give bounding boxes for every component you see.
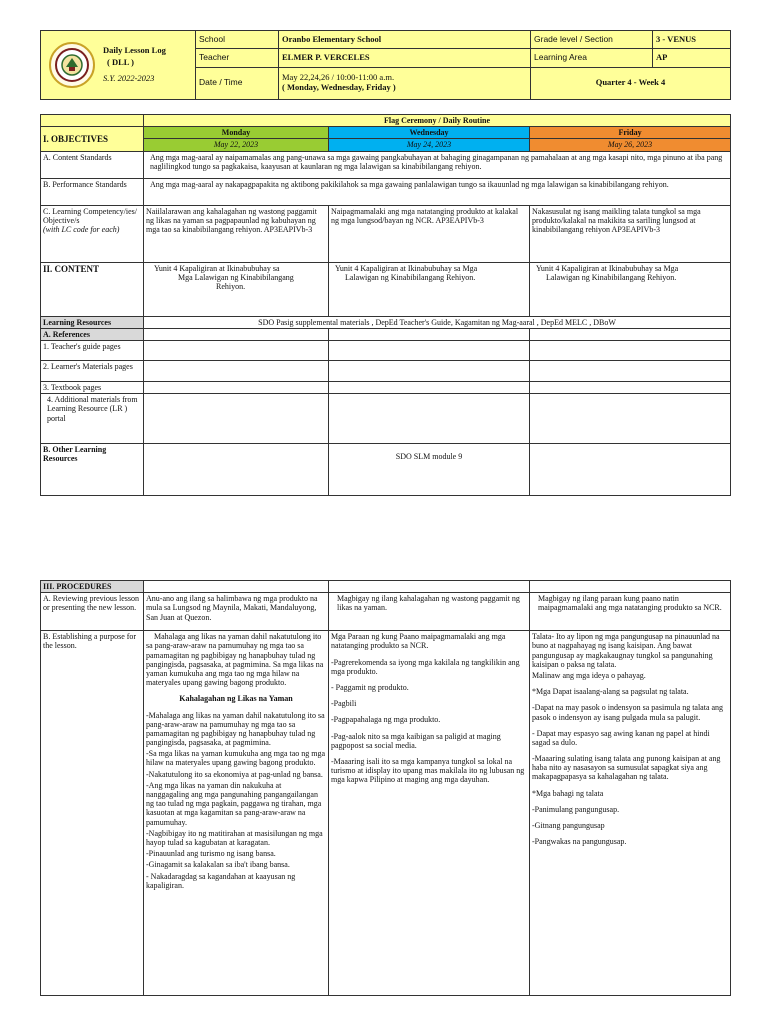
list-item: Malinaw ang mga ideya o pahayag. (532, 670, 646, 680)
competency-monday: Naiilalarawan ang kahalagahan ng wastong paggamit ng likas na yaman sa pagpapaunlad ng kabuhayan ng mga tao sa kinabibilangang rehiyon. AP3EAPIVb-3 (144, 205, 329, 262)
flag-ceremony: Flag Ceremony / Daily Routine (144, 115, 731, 127)
proc-b-wednesday (329, 631, 530, 996)
date-monday: May 22, 2023 (144, 139, 329, 151)
procedures-table (40, 580, 731, 996)
content-standards-label: A. Content Standards (41, 151, 144, 178)
content-wednesday (329, 262, 530, 316)
content-line: Lalawigan ng Kinabibilangang Rehiyon. (546, 272, 677, 282)
list-item: -Maaaring sulating isang talata ang punong kaisipan at ang haba nito ay nasasayon sa sumusulat sapagkat siya ang makapagpapasya sa kahalagahan ng talata. (532, 754, 721, 782)
header-logo-cell (41, 31, 196, 100)
competency-friday: Nakasusulat ng isang maikling talata tungkol sa mga produkto/kalakal na makikita sa sariling lungsod at kinabibilangang rehiyon AP3EAPIVb-3 (530, 205, 731, 262)
date-wednesday: May 24, 2023 (329, 139, 530, 151)
dll-abbr: ( DLL ) (107, 56, 134, 67)
objectives-label: I. OBJECTIVES (41, 127, 144, 151)
area-label: Learning Area (531, 49, 653, 67)
content-line: Lalawigan ng Kinabibilangang Rehiyon. (345, 272, 476, 282)
day-friday: Friday (530, 127, 731, 139)
school-value: Oranbo Elementary School (279, 31, 531, 49)
list-item: -Ginagamit sa kalakalan sa iba't ibang bansa. (146, 860, 290, 870)
proc-a-label: A. Reviewing previous lesson or presenting the new lesson. (41, 593, 144, 631)
day-wednesday: Wednesday (329, 127, 530, 139)
list-item: -Pagrerekomenda sa iyong mga kakilala ng tangkilikin ang mga produkto. (331, 657, 520, 676)
proc-b-label: B. Establishing a purpose for the lesson. (41, 631, 144, 996)
content-line: Mga Lalawigan ng Kinabibilangang (178, 272, 294, 282)
competencies-label: C. Learning Competency/ies/ Objective/s (43, 206, 137, 225)
grade-value: 3 - VENUS (653, 31, 731, 49)
proc-a-wednesday: Magbigay ng ilang kahalagahan ng wastong paggamit ng likas na yaman. (329, 593, 530, 631)
content-line: Yunit 4 Kapaligiran at Ikinabubuhay sa (154, 263, 280, 273)
date-label: Date / Time (196, 67, 279, 100)
performance-standards-text: Ang mga mag-aaral ay nakapagpapakita ng aktibong pakikilahok sa mga gawaing panlalawigan tungo sa ikauunlad ng mga lalawigan sa kinabibilangang rehiyon. (144, 178, 731, 205)
competencies-label-cell (41, 205, 144, 262)
performance-standards-label: B. Performance Standards (41, 178, 144, 205)
teacher-value: ELMER P. VERCELES (279, 49, 531, 67)
content-monday (144, 262, 329, 316)
list-item: -Gitnang pangungusap (532, 821, 605, 830)
list-item: *Mga bahagi ng talata (532, 788, 604, 798)
school-seal-icon (49, 42, 95, 88)
content-label: II. CONTENT (41, 262, 144, 316)
ref-row-label: 4. Additional materials from Learning Resource (LR ) portal (41, 394, 144, 444)
list-item: -Maaaring isali ito sa mga kampanya tungkol sa lokal na turismo at idisplay ito upang mas makilala ito ng lubusan ng mga kapwa Pilipino at maging ang mga dayuhan. (331, 756, 525, 785)
content-line: Yunit 4 Kapaligiran at Ikinabubuhay sa Mga (335, 263, 478, 273)
proc-b-intro: Mahalaga ang likas na yaman dahil nakatutulong ito sa pang-araw-araw na pamumuhay ng mga tao sa pamamagitan ng pagbibigay ng hanapbuhay tulad ng pangingisda, pagsasaka, at pagmimina. Sa mga likas na yaman kumukuha ang mga tao ng mga hilaw na materyales upang gawing bagong produkto. (146, 632, 324, 688)
list-item: -Ang mga likas na yaman din nakukuha at nanggagaling ang mga pangunahing pangangailangan ng tao tulad ng mga pagkain, paggawa ng tirahan, mga kasuotan at mga kagamitan sa pang-araw-araw na pamumuhay. (146, 780, 322, 827)
content-standards-text: Ang mga mag-aaral ay naipamamalas ang pang-unawa sa mga gawaing pangkabuhayan at bahaging ginagampanan ng pamahalaan at ang mga kasapi nito, mga pinuno at iba pang naglilingkod tungo sa pagkakaisa, kaayusan at kaunlaran ng mga lalawigan sa kinabibilangang rehiyon. (144, 151, 731, 178)
date-friday: May 26, 2023 (530, 139, 731, 151)
proc-b-monday (144, 631, 329, 996)
references-label: A. References (41, 328, 144, 340)
area-value: AP (653, 49, 731, 67)
ref-row-label: 3. Textbook pages (41, 381, 144, 393)
list-item: Mga Paraan ng kung Paano maipagmamalaki ang mga natatanging produkto sa NCR. (331, 632, 506, 651)
day-monday: Monday (144, 127, 329, 139)
competencies-note: (with LC code for each) (43, 224, 120, 234)
content-line: Rehiyon. (216, 281, 246, 291)
ref-row-label: 1. Teacher's guide pages (41, 340, 144, 360)
dll-title: Daily Lesson Log (103, 44, 166, 55)
ref-row-label: 2. Learner's Materials pages (41, 360, 144, 381)
header-table (40, 30, 731, 100)
list-item: -Nakatutulong ito sa ekonomiya at pag-unlad ng bansa. (146, 769, 323, 779)
school-year: S.Y. 2022-2023 (103, 73, 155, 84)
proc-a-monday: Anu-ano ang ilang sa halimbawa ng mga produkto na mula sa Lungsod ng Maynila, Makati, Mandaluyong, San Juan at Quezon. (144, 593, 329, 631)
list-item: -Mahalaga ang likas na yaman dahil nakatutulong ito sa pang-araw-araw na pamumuhay ng mga tao sa pamamagitan ng pagbibigay ng hanapbuhay tulad ng pangingisda, pagsasaka, at pagmimina. (146, 710, 325, 748)
teacher-label: Teacher (196, 49, 279, 67)
other-resources-text: SDO SLM module 9 (329, 444, 530, 496)
list-item: -Pag-aalok nito sa mga kaibigan sa paligid at maging pagpopost sa social media. (331, 731, 501, 750)
content-friday (530, 262, 731, 316)
list-item: -Pangwakas na pangungusap. (532, 837, 627, 847)
school-label: School (196, 31, 279, 49)
procedures-label: III. PROCEDURES (41, 581, 144, 593)
list-item: - Paggamit ng produkto. (331, 682, 409, 692)
other-resources-label: B. Other Learning Resources (41, 444, 144, 496)
list-item: -Pinauunlad ang turismo ng isang bansa. (146, 849, 276, 859)
content-line: Yunit 4 Kapaligiran at Ikinabubuhay sa Mga (536, 263, 679, 273)
list-item: - Nakadaragdag sa kagandahan at kaayusan ng kapaligiran. (146, 871, 296, 890)
list-item: -Nagbibigay ito ng matitirahan at masisilungan ng mga hayop tulad sa kagubatan at karagatan. (146, 828, 323, 847)
list-item: -Dapat na may pasok o indensyon sa pasimula ng talata ang pasok o indensyon ay isang pulgada mula sa palugit. (532, 703, 724, 722)
list-item: - Dapat may espasyo sag awing kanan ng papel at hindi sagad sa dulo. (532, 728, 710, 747)
objectives-table (40, 114, 731, 496)
list-item: -Pagbili (331, 699, 357, 709)
proc-b-title: Kahalagahan ng Likas na Yaman (179, 694, 293, 704)
list-item: *Mga Dapat isaalang-alang sa pagsulat ng talata. (532, 687, 689, 697)
proc-a-friday: Magbigay ng ilang paraan kung paano natin maipagmamalaki ang mga natatanging produkto sa NCR. (530, 593, 731, 631)
resources-text: SDO Pasig supplemental materials , DepEd Teacher's Guide, Kagamitan ng Mag-aaral , DepEd MELC , DBoW (144, 316, 731, 328)
resources-label: Learning Resources (41, 316, 144, 328)
date-value (279, 67, 531, 100)
list-item: -Sa mga likas na yaman kumukuha ang mga tao ng mga hilaw na materyales upang gawing bagong produkto. (146, 749, 326, 768)
date-range: May 22,24,26 / 10:00-11:00 a.m. (282, 72, 395, 83)
proc-b-friday (530, 631, 731, 996)
quarter-value: Quarter 4 - Week 4 (531, 67, 731, 100)
list-item: -Pagpapahalaga ng mga produkto. (331, 715, 441, 725)
grade-label: Grade level / Section (531, 31, 653, 49)
list-item: -Panimulang pangungusap. (532, 804, 620, 814)
date-days: ( Monday, Wednesday, Friday ) (282, 82, 396, 93)
competency-wednesday: Naipagmamalaki ang mga natatanging produkto at kalakal ng mga lungsod/bayan ng NCR. AP3EAPIVb-3 (329, 205, 530, 262)
list-item: Talata- Ito ay lipon ng mga pangungusap na pinauunlad na buno at nagpahayag ng isang kaisipan. Ang bawat pangungusap ay magkakaugnay tungkol sa pangunahing kaisipan o paksa ng talata. (532, 632, 720, 669)
